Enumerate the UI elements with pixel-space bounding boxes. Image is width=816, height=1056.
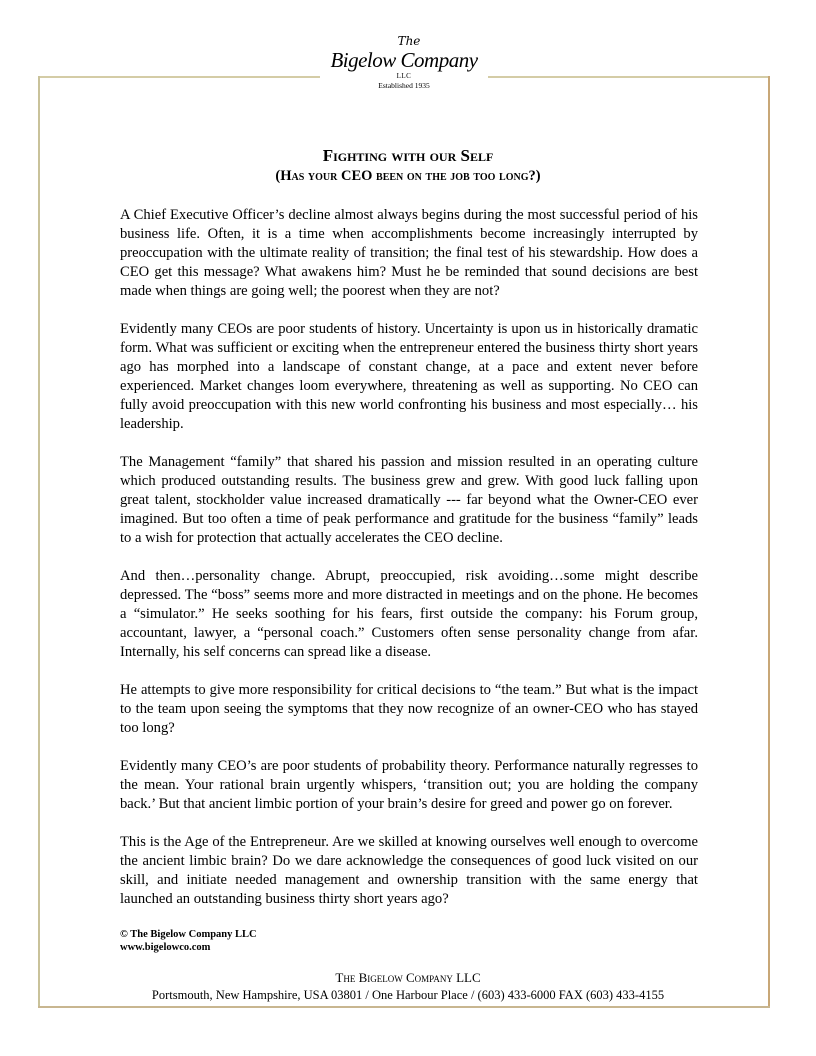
frame-left-rule bbox=[38, 76, 40, 1008]
paragraph: And then…personality change. Abrupt, preoccupied, risk avoiding…some might describe depressed. The “boss” seems more and more distracted in meetings and on the phone. He becomes a “simulator.” He seeks soothing for his fears, first outside the company: his Forum group, accountant, lawyer, a “personal coach.” Customers often sense personality change from afar. Internally, his self concerns can spread like a disease. bbox=[120, 568, 698, 660]
footer-address: Portsmouth, New Hampshire, USA 03801 / One Harbour Place / (603) 433-6000 FAX (603) 433-4155 bbox=[151, 988, 665, 1002]
website-link[interactable]: www.bigelowco.com bbox=[120, 942, 211, 953]
copyright-block bbox=[120, 928, 698, 954]
frame-right-rule bbox=[768, 76, 770, 1008]
paragraph: This is the Age of the Entrepreneur. Are we skilled at knowing ourselves well enough to overcome the ancient limbic brain? Do we dare acknowledge the consequences of good luck visited on our skill, and initiate needed management and ownership transition with the same energy that launched an outstanding business thirty short years ago? bbox=[120, 834, 698, 907]
logo-the: The bbox=[397, 34, 421, 48]
logo-name: Bigelow Company bbox=[330, 48, 478, 72]
footer-company-name: The Bigelow Company LLC bbox=[335, 970, 481, 985]
frame-top-right-rule bbox=[488, 76, 770, 78]
document-title: Fighting with our Self bbox=[322, 146, 494, 165]
paragraph: Evidently many CEO’s are poor students of probability theory. Performance naturally regresses to the mean. Your rational brain urgently whispers, ‘transition out; you are holding the company back.’ But that ancient limbic portion of your brain’s desire for greed and power go on forever. bbox=[120, 758, 698, 812]
frame-bottom-rule bbox=[38, 1006, 770, 1008]
article-body bbox=[120, 206, 698, 954]
company-logo bbox=[320, 34, 488, 91]
copyright-notice: © The Bigelow Company LLC bbox=[120, 929, 257, 940]
document-subtitle: (Has your CEO been on the job too long?) bbox=[275, 168, 541, 184]
frame-top-left-rule bbox=[38, 76, 320, 78]
paragraph: He attempts to give more responsibility for critical decisions to “the team.” But what is the impact to the team upon seeing the symptoms that they now recognize of an owner-CEO who has stayed too long? bbox=[120, 682, 698, 736]
paragraph: A Chief Executive Officer’s decline almost always begins during the most successful period of his business life. Often, it is a time when accomplishments become increasingly interrupted by preoccupation with the ultimate reality of transition; the final test of his stewardship. How does a CEO get this message? What awakens him? Must he be reminded that sound decisions are best made when things are going well; the poorest when they are not? bbox=[120, 207, 698, 299]
logo-llc: LLC bbox=[396, 72, 412, 80]
logo-established: Established 1935 bbox=[378, 81, 430, 90]
paragraph: The Management “family” that shared his passion and mission resulted in an operating culture which produced outstanding results. The business grew and grew. With good luck falling upon great talent, stockholder value increased dramatically --- far beyond what the Owner-CEO ever imagined. But too often a time of peak performance and gratitude for the business “family” leads to a wish for protection that actually accelerates the CEO decline. bbox=[120, 454, 698, 546]
paragraph: Evidently many CEOs are poor students of history. Uncertainty is upon us in historically dramatic form. What was sufficient or exciting when the entrepreneur entered the business thirty short years ago has morphed into a landscape of constant change, at a pace and extent never before experienced. Market changes loom everywhere, threatening as well as supporting. No CEO can fully avoid preoccupation with this new world confronting his business and most especially… his leadership. bbox=[120, 321, 698, 432]
